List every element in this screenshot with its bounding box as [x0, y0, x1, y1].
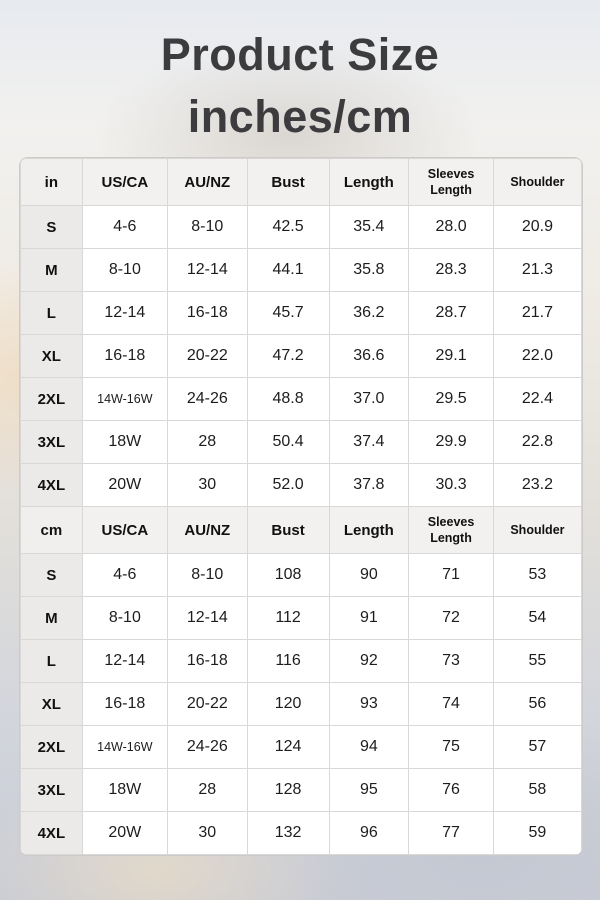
value-cell: 4-6 — [82, 206, 167, 249]
value-cell: 93 — [329, 683, 409, 726]
table-row — [21, 726, 582, 769]
value-cell: 21.7 — [493, 292, 581, 335]
value-cell: 72 — [409, 597, 494, 640]
value-cell: 30 — [167, 464, 247, 507]
value-cell: 16-18 — [82, 683, 167, 726]
value-cell: 22.4 — [493, 378, 581, 421]
size-label-cell: L — [21, 292, 83, 335]
unit-header-cell-cm: cm — [21, 507, 83, 554]
value-cell: 37.8 — [329, 464, 409, 507]
column-header-cell: US/CA — [82, 507, 167, 554]
size-label-cell: 4XL — [21, 464, 83, 507]
value-cell: 77 — [409, 812, 494, 855]
column-header-cell: AU/NZ — [167, 159, 247, 206]
size-label-cell: M — [21, 249, 83, 292]
size-label-cell: 3XL — [21, 769, 83, 812]
page-title-line2: inches/cm — [187, 91, 413, 142]
table-row — [21, 640, 582, 683]
size-label-cell: 2XL — [21, 726, 83, 769]
value-cell: 55 — [493, 640, 581, 683]
value-cell: 54 — [493, 597, 581, 640]
value-cell: 14W-16W — [82, 726, 167, 769]
value-cell: 56 — [493, 683, 581, 726]
value-cell: 8-10 — [167, 206, 247, 249]
value-cell: 47.2 — [247, 335, 329, 378]
table-row — [21, 769, 582, 812]
value-cell: 18W — [82, 769, 167, 812]
size-chart-container — [19, 157, 583, 856]
value-cell: 22.0 — [493, 335, 581, 378]
value-cell: 37.4 — [329, 421, 409, 464]
value-cell: 12-14 — [167, 597, 247, 640]
value-cell: 108 — [247, 554, 329, 597]
value-cell: 12-14 — [82, 640, 167, 683]
value-cell: 20.9 — [493, 206, 581, 249]
value-cell: 73 — [409, 640, 494, 683]
value-cell: 112 — [247, 597, 329, 640]
value-cell: 48.8 — [247, 378, 329, 421]
table-row — [21, 597, 582, 640]
value-cell: 35.8 — [329, 249, 409, 292]
size-label-cell: L — [21, 640, 83, 683]
size-label-cell: 3XL — [21, 421, 83, 464]
value-cell: 71 — [409, 554, 494, 597]
value-cell: 116 — [247, 640, 329, 683]
table-row — [21, 335, 582, 378]
column-header-cell: Shoulder — [493, 507, 581, 554]
value-cell: 16-18 — [167, 292, 247, 335]
value-cell: 29.9 — [409, 421, 494, 464]
value-cell: 29.5 — [409, 378, 494, 421]
page-title — [0, 24, 600, 148]
column-header-cell: Bust — [247, 159, 329, 206]
value-cell: 42.5 — [247, 206, 329, 249]
table-header-row-cm — [21, 507, 582, 554]
table-row — [21, 378, 582, 421]
value-cell: 14W-16W — [82, 378, 167, 421]
value-cell: 30 — [167, 812, 247, 855]
size-label-cell: 4XL — [21, 812, 83, 855]
size-label-cell: 2XL — [21, 378, 83, 421]
value-cell: 20-22 — [167, 335, 247, 378]
size-label-cell: S — [21, 554, 83, 597]
column-header-cell: Shoulder — [493, 159, 581, 206]
value-cell: 58 — [493, 769, 581, 812]
column-header-cell: Length — [329, 507, 409, 554]
value-cell: 20W — [82, 464, 167, 507]
value-cell: 124 — [247, 726, 329, 769]
size-label-cell: S — [21, 206, 83, 249]
table-row — [21, 249, 582, 292]
value-cell: 12-14 — [82, 292, 167, 335]
column-header-cell: Sleeves Length — [409, 507, 494, 554]
column-header-cell: Sleeves Length — [409, 159, 494, 206]
table-row — [21, 812, 582, 855]
value-cell: 92 — [329, 640, 409, 683]
size-label-cell: XL — [21, 683, 83, 726]
table-row — [21, 292, 582, 335]
table-row — [21, 206, 582, 249]
value-cell: 44.1 — [247, 249, 329, 292]
value-cell: 28.0 — [409, 206, 494, 249]
value-cell: 75 — [409, 726, 494, 769]
value-cell: 4-6 — [82, 554, 167, 597]
column-header-cell: Bust — [247, 507, 329, 554]
value-cell: 37.0 — [329, 378, 409, 421]
table-row — [21, 683, 582, 726]
value-cell: 76 — [409, 769, 494, 812]
value-cell: 120 — [247, 683, 329, 726]
value-cell: 24-26 — [167, 726, 247, 769]
value-cell: 24-26 — [167, 378, 247, 421]
column-header-cell: AU/NZ — [167, 507, 247, 554]
value-cell: 52.0 — [247, 464, 329, 507]
value-cell: 59 — [493, 812, 581, 855]
table-row — [21, 464, 582, 507]
table-row — [21, 421, 582, 464]
value-cell: 20-22 — [167, 683, 247, 726]
value-cell: 21.3 — [493, 249, 581, 292]
value-cell: 74 — [409, 683, 494, 726]
value-cell: 30.3 — [409, 464, 494, 507]
value-cell: 8-10 — [82, 249, 167, 292]
value-cell: 20W — [82, 812, 167, 855]
value-cell: 12-14 — [167, 249, 247, 292]
value-cell: 36.6 — [329, 335, 409, 378]
value-cell: 94 — [329, 726, 409, 769]
value-cell: 28.7 — [409, 292, 494, 335]
unit-header-cell-in: in — [21, 159, 83, 206]
value-cell: 28 — [167, 421, 247, 464]
value-cell: 28 — [167, 769, 247, 812]
table-header-row-in — [21, 159, 582, 206]
value-cell: 35.4 — [329, 206, 409, 249]
value-cell: 8-10 — [82, 597, 167, 640]
value-cell: 45.7 — [247, 292, 329, 335]
value-cell: 28.3 — [409, 249, 494, 292]
size-chart-table — [20, 158, 582, 855]
value-cell: 16-18 — [82, 335, 167, 378]
value-cell: 53 — [493, 554, 581, 597]
value-cell: 91 — [329, 597, 409, 640]
size-label-cell: XL — [21, 335, 83, 378]
value-cell: 23.2 — [493, 464, 581, 507]
value-cell: 90 — [329, 554, 409, 597]
value-cell: 128 — [247, 769, 329, 812]
value-cell: 132 — [247, 812, 329, 855]
value-cell: 57 — [493, 726, 581, 769]
value-cell: 96 — [329, 812, 409, 855]
column-header-cell: Length — [329, 159, 409, 206]
value-cell: 95 — [329, 769, 409, 812]
value-cell: 36.2 — [329, 292, 409, 335]
value-cell: 29.1 — [409, 335, 494, 378]
value-cell: 18W — [82, 421, 167, 464]
value-cell: 22.8 — [493, 421, 581, 464]
value-cell: 50.4 — [247, 421, 329, 464]
value-cell: 16-18 — [167, 640, 247, 683]
table-row — [21, 554, 582, 597]
column-header-cell: US/CA — [82, 159, 167, 206]
size-label-cell: M — [21, 597, 83, 640]
value-cell: 8-10 — [167, 554, 247, 597]
page-title-line1: Product Size — [160, 29, 440, 80]
